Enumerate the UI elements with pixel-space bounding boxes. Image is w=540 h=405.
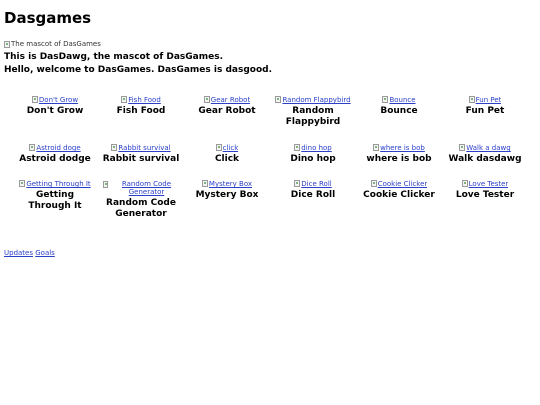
game-image-alt: dino hop	[301, 144, 332, 152]
broken-image-icon	[469, 96, 475, 103]
game-title: Click	[214, 154, 240, 164]
goals-link[interactable]: Goals	[35, 249, 55, 257]
game-tile-random-code-generator	[98, 180, 184, 220]
game-image-alt: Rabbit survival	[118, 144, 171, 152]
game-link-love-tester[interactable]	[462, 180, 509, 189]
broken-image-icon	[111, 144, 117, 151]
broken-image-icon	[382, 96, 388, 103]
game-title: Astroid dodge	[19, 154, 91, 164]
game-image-alt: Love Tester	[468, 180, 509, 188]
game-link-bounce[interactable]	[382, 96, 415, 105]
game-title: Love Tester	[455, 190, 515, 200]
game-image-alt: Dice Roll	[301, 180, 332, 188]
game-title: Gear Robot	[198, 106, 256, 116]
game-title: Cookie Clicker	[363, 190, 435, 200]
game-image-alt: Walk a dawg	[466, 144, 511, 152]
game-tile-cookie-clicker	[356, 180, 442, 220]
intro-welcome-text: Hello, welcome to DasGames. DasGames is dasgood.	[4, 65, 273, 75]
game-image-alt: Gear Robot	[210, 96, 251, 104]
game-title: Rabbit survival	[102, 154, 180, 164]
game-link-walk-dasdawg[interactable]	[459, 144, 510, 153]
game-link-astroid-dodge[interactable]	[29, 144, 80, 153]
game-title: Don't Grow	[26, 106, 84, 116]
game-tile-rabbit-survival	[98, 144, 184, 165]
game-link-rabbit-survival[interactable]	[111, 144, 170, 153]
broken-image-icon	[294, 180, 300, 187]
broken-image-icon	[462, 180, 468, 187]
broken-image-icon	[121, 96, 127, 103]
game-tile-bounce	[356, 96, 442, 128]
game-tile-astroid-dodge	[12, 144, 98, 165]
game-title: Random Code Generator	[106, 198, 176, 219]
broken-image-icon	[371, 180, 377, 187]
broken-image-icon	[32, 96, 38, 103]
game-link-dice-roll[interactable]	[294, 180, 331, 189]
broken-image-icon	[103, 181, 108, 188]
broken-image-icon	[19, 180, 25, 187]
game-title: Fun Pet	[465, 106, 505, 116]
game-link-random-code-generator[interactable]	[103, 180, 179, 197]
game-title: Bounce	[380, 106, 418, 116]
game-tile-getting-through-it	[12, 180, 98, 220]
game-image-alt: Random Flappybird	[282, 96, 351, 104]
game-tile-where-is-bob	[356, 144, 442, 165]
game-image-alt: Astroid doge	[36, 144, 81, 152]
game-image-alt: click	[222, 144, 239, 152]
broken-image-icon	[373, 144, 379, 151]
broken-image-icon	[294, 144, 300, 151]
game-image-alt: Fish Food	[128, 96, 161, 104]
game-tile-walk-dasdawg	[442, 144, 528, 165]
games-row	[12, 144, 528, 165]
game-image-alt: Cookie Clicker	[377, 180, 428, 188]
game-title: Mystery Box	[195, 190, 259, 200]
footer-links	[4, 249, 55, 257]
game-link-fish-food[interactable]	[121, 96, 161, 105]
broken-image-icon	[202, 180, 208, 187]
game-link-dont-grow[interactable]	[32, 96, 78, 105]
game-title: Dino hop	[290, 154, 336, 164]
game-link-fun-pet[interactable]	[469, 96, 502, 105]
game-tile-fun-pet	[442, 96, 528, 128]
broken-image-icon	[29, 144, 35, 151]
game-title: Random Flappybird	[285, 106, 341, 127]
game-title: Getting Through It	[28, 190, 82, 211]
game-title: Fish Food	[116, 106, 166, 116]
mascot-image	[4, 39, 536, 49]
game-image-alt: Bounce	[389, 96, 416, 104]
mascot-image-alt: The mascot of DasGames	[11, 40, 101, 48]
games-row	[12, 180, 528, 220]
game-image-alt: Mystery Box	[208, 180, 253, 188]
intro-mascot-text: This is DasDawg, the mascot of DasGames.	[4, 52, 224, 62]
game-tile-fish-food	[98, 96, 184, 128]
game-image-alt: Fun Pet	[475, 96, 502, 104]
game-tile-dice-roll	[270, 180, 356, 220]
game-link-gear-robot[interactable]	[204, 96, 250, 105]
game-tile-click	[184, 144, 270, 165]
game-tile-dont-grow	[12, 96, 98, 128]
game-title: Walk dasdawg	[448, 154, 522, 164]
game-image-alt: Random Code Generator	[121, 180, 172, 196]
game-link-click[interactable]	[216, 144, 239, 153]
game-tile-random-flappybird	[270, 96, 356, 128]
updates-link[interactable]: Updates	[4, 249, 33, 257]
game-link-cookie-clicker[interactable]	[371, 180, 428, 189]
game-image-alt: Don't Grow	[38, 96, 79, 104]
game-tile-mystery-box	[184, 180, 270, 220]
game-image-alt: Getting Through It	[26, 180, 91, 188]
game-link-where-is-bob[interactable]	[373, 144, 425, 153]
game-tile-dino-hop	[270, 144, 356, 165]
broken-image-icon	[216, 144, 222, 151]
broken-image-icon	[459, 144, 465, 151]
game-title: Dice Roll	[290, 190, 336, 200]
game-tile-love-tester	[442, 180, 528, 220]
broken-image-icon	[4, 41, 10, 48]
games-row	[12, 96, 528, 128]
page-title: Dasgames	[4, 9, 92, 27]
broken-image-icon	[275, 96, 281, 103]
broken-image-icon	[204, 96, 210, 103]
game-link-getting-through-it[interactable]	[19, 180, 90, 189]
game-link-dino-hop[interactable]	[294, 144, 332, 153]
game-link-mystery-box[interactable]	[202, 180, 252, 189]
game-tile-gear-robot	[184, 96, 270, 128]
game-title: where is bob	[366, 154, 432, 164]
game-link-random-flappybird[interactable]	[275, 96, 350, 105]
game-image-alt: where is bob	[380, 144, 425, 152]
